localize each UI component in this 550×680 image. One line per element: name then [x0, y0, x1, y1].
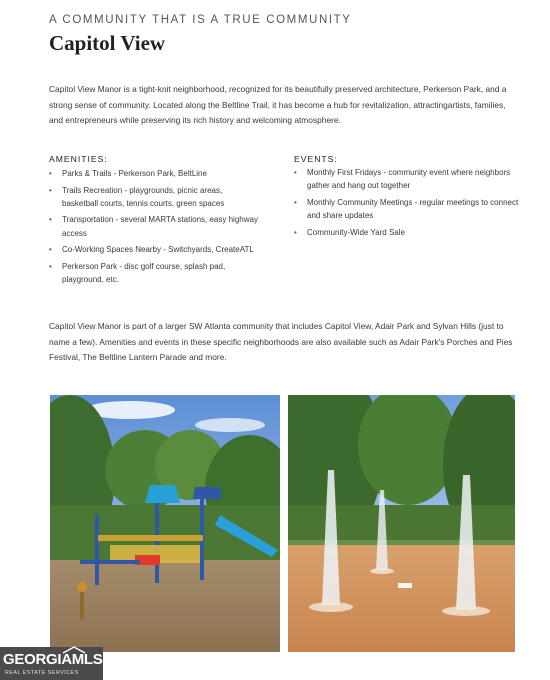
list-item: • Monthly Community Meetings - regular meetings to connect and share updates	[294, 196, 519, 223]
logo-wordmark: GEORGIAMLS	[3, 651, 103, 668]
list-item: • Community-Wide Yard Sale	[294, 226, 519, 239]
events-list	[294, 166, 519, 242]
eyebrow-text: A COMMUNITY THAT IS A TRUE COMMUNITY	[49, 14, 352, 26]
list-item: • Trails Recreation - playgrounds, picnic areas, basketball courts, tennis courts, green spaces	[49, 184, 259, 211]
intro-paragraph: Capitol View Manor is a tight-knit neighborhood, recognized for its beautifully preserved architecture, Perkerson Park, and a strong sense of community. Located along the Beltline Trail, it has become a hub for revitalization, attractingartists, families, and entrepreneurs while preserving its rich history and welcoming atmosphere.	[49, 84, 507, 125]
outro-paragraph: Capitol View Manor is part of a larger SW Atlanta community that includes Capitol View, Adair Park and Sylvan Hills (just to name a few). Amenities and events in these specific neighborhoods are also available such as Adair Park's Porches and Pies Festival, The Beltline Lantern Parade and more.	[49, 321, 513, 362]
events-heading: EVENTS:	[294, 154, 338, 164]
list-item: • Co-Working Spaces Nearby - Switchyards, CreateATL	[49, 243, 259, 256]
amenities-heading: AMENITIES:	[49, 154, 108, 164]
list-item: • Monthly First Fridays - community event where neighbors gather and hang out together	[294, 166, 519, 193]
list-item: • Transportation - several MARTA stations, easy highway access	[49, 213, 259, 240]
list-item: • Parks & Trails - Perkerson Park, BeltLine	[49, 167, 259, 180]
logo-tagline: REAL ESTATE SERVICES	[5, 670, 79, 676]
page-title: Capitol View	[49, 31, 166, 55]
georgia-mls-logo	[0, 647, 103, 680]
playground-photo	[50, 395, 280, 652]
amenities-list	[49, 167, 259, 290]
list-item: • Perkerson Park - disc golf course, splash pad, playground, etc.	[49, 260, 259, 287]
splash-pad-photo	[288, 395, 515, 652]
